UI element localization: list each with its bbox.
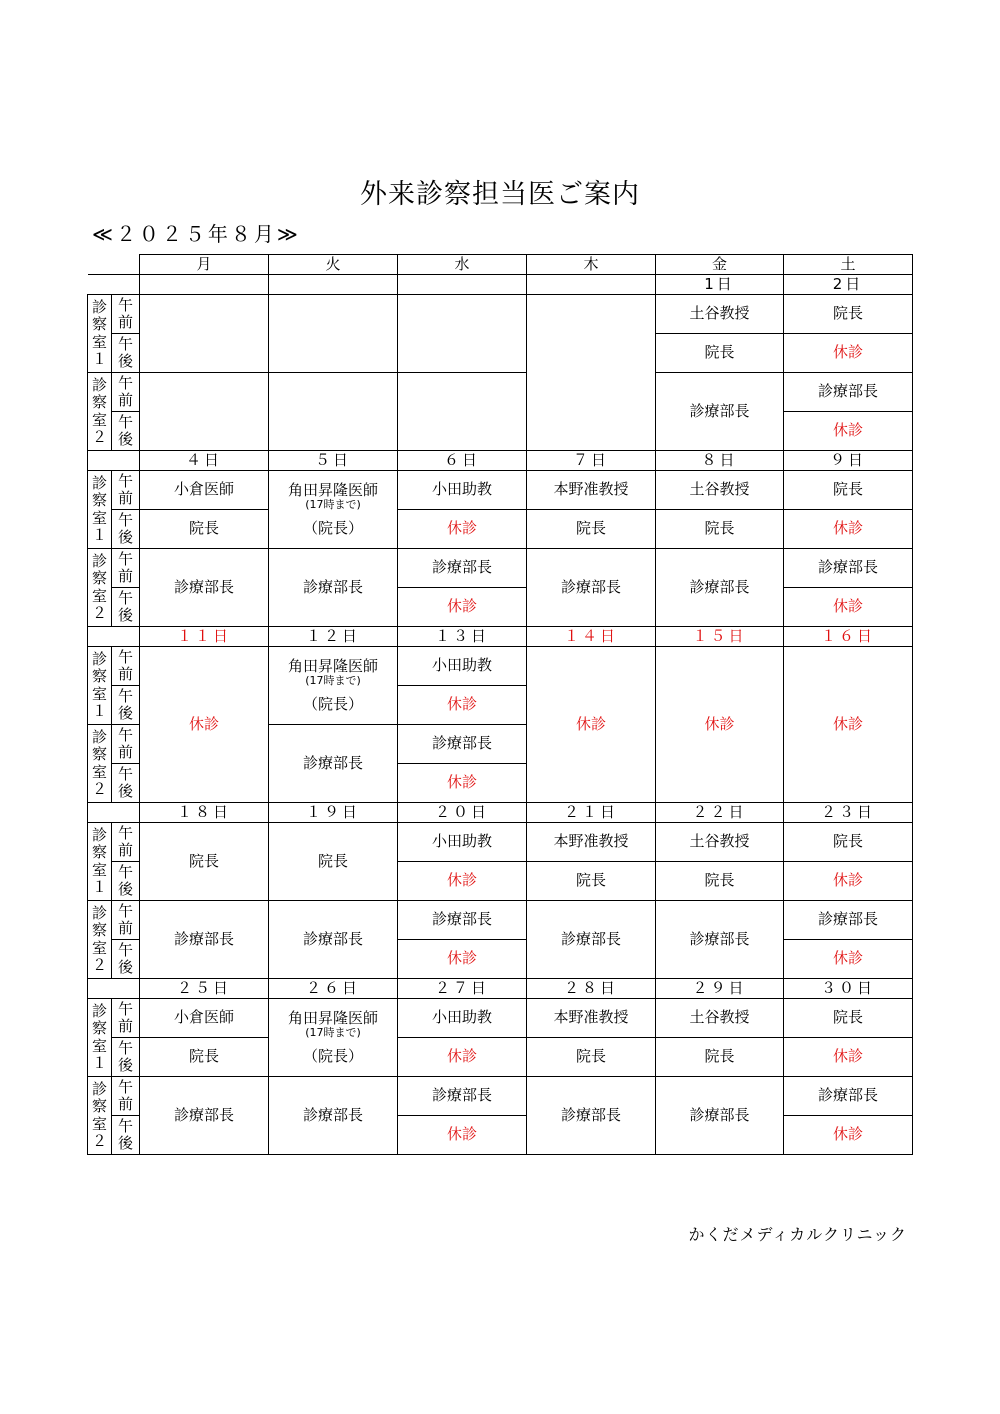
room2-am-row: [88, 901, 913, 940]
schedule-cell: 小倉医師: [140, 999, 269, 1038]
schedule-cell: [398, 373, 527, 451]
schedule-cell: 土谷教授: [656, 999, 784, 1038]
date-cell: ７日: [527, 451, 656, 471]
pm-label: 午 後: [112, 764, 140, 803]
pm-label: 午 後: [112, 1116, 140, 1155]
am-label: 午 前: [112, 647, 140, 686]
schedule-cell: 診療部長: [269, 725, 398, 803]
schedule-cell: 小田助教: [398, 999, 527, 1038]
room1-am-row: [88, 999, 913, 1038]
weekday-thu: 木: [527, 255, 656, 275]
room1-am-row: [88, 823, 913, 862]
time-note: (17時まで): [305, 1026, 361, 1040]
closed-cell: 休診: [527, 647, 656, 803]
date-cell: ２０日: [398, 803, 527, 823]
am-label: 午 前: [112, 901, 140, 940]
date-row: [88, 803, 913, 823]
weekday-wed: 水: [398, 255, 527, 275]
schedule-cell: 院長: [656, 862, 784, 901]
pm-label: 午 後: [112, 588, 140, 627]
date-cell: ２７日: [398, 979, 527, 999]
date-row: [88, 451, 913, 471]
am-label: 午 前: [112, 823, 140, 862]
schedule-cell: 院長: [527, 510, 656, 549]
room1-label: 診 察 室 １: [88, 295, 112, 373]
am-label: 午 前: [112, 725, 140, 764]
schedule-cell: [269, 999, 398, 1077]
closed-cell: 休診: [398, 940, 527, 979]
schedule-cell: 土谷教授: [656, 823, 784, 862]
schedule-cell: 診療部長: [398, 549, 527, 588]
schedule-cell: 院長: [527, 1038, 656, 1077]
date-cell: １３日: [398, 627, 527, 647]
schedule-cell: [269, 471, 398, 549]
date-cell: ２３日: [784, 803, 913, 823]
weekday-header-row: [88, 255, 913, 275]
date-cell: [140, 275, 269, 295]
clinic-name: かくだメディカルクリニック: [688, 1225, 907, 1244]
schedule-cell: [398, 295, 527, 373]
schedule-table: [87, 254, 913, 1155]
closed-cell: 休診: [784, 334, 913, 373]
schedule-cell: 診療部長: [784, 549, 913, 588]
date-cell: １６日: [784, 627, 913, 647]
date-cell: 2日: [784, 275, 913, 295]
closed-cell: 休診: [398, 588, 527, 627]
closed-cell: 休診: [398, 862, 527, 901]
schedule-cell: 診療部長: [656, 901, 784, 979]
room1-label: 診 察 室 １: [88, 823, 112, 901]
weekday-fri: 金: [656, 255, 784, 275]
room1-am-row: [88, 471, 913, 510]
date-cell: ２９日: [656, 979, 784, 999]
date-cell: [398, 275, 527, 295]
doctor-sub: （院長）: [302, 694, 363, 713]
closed-cell: 休診: [656, 647, 784, 803]
room2-label: 診 察 室 ２: [88, 549, 112, 627]
pm-label: 午 後: [112, 940, 140, 979]
doctor-name: 角田昇隆医師: [287, 1008, 378, 1027]
time-note: (17時まで): [305, 498, 361, 512]
schedule-cell: 院長: [656, 1038, 784, 1077]
pm-label: 午 後: [112, 510, 140, 549]
schedule-cell: 診療部長: [269, 549, 398, 627]
schedule-cell: 診療部長: [269, 1077, 398, 1155]
schedule-cell: 診療部長: [784, 1077, 913, 1116]
room2-am-row: [88, 373, 913, 412]
date-cell: ２５日: [140, 979, 269, 999]
closed-cell: 休診: [784, 1038, 913, 1077]
closed-cell: 休診: [784, 412, 913, 451]
closed-cell: 休診: [784, 1116, 913, 1155]
schedule-cell: [269, 295, 398, 373]
date-cell: 1日: [656, 275, 784, 295]
schedule-cell: [269, 373, 398, 451]
date-row: [88, 979, 913, 999]
date-cell: ３０日: [784, 979, 913, 999]
schedule-cell: [527, 295, 656, 451]
date-cell: ６日: [398, 451, 527, 471]
date-cell: １１日: [140, 627, 269, 647]
pm-label: 午 後: [112, 862, 140, 901]
schedule-cell: 診療部長: [398, 1077, 527, 1116]
room1-am-row: [88, 647, 913, 686]
schedule-cell: 診療部長: [398, 725, 527, 764]
room1-label: 診 察 室 １: [88, 471, 112, 549]
am-label: 午 前: [112, 549, 140, 588]
schedule-cell: 院長: [140, 823, 269, 901]
closed-cell: 休診: [784, 510, 913, 549]
date-cell: ８日: [656, 451, 784, 471]
closed-cell: 休診: [398, 1038, 527, 1077]
date-row: [88, 275, 913, 295]
schedule-cell: 診療部長: [527, 1077, 656, 1155]
schedule-cell: 小田助教: [398, 647, 527, 686]
schedule-cell: 診療部長: [140, 1077, 269, 1155]
schedule-cell: 院長: [784, 823, 913, 862]
am-label: 午 前: [112, 295, 140, 334]
month-label: ≪２０２５年８月≫: [92, 222, 301, 246]
time-note: (17時まで): [305, 674, 361, 688]
date-cell: [527, 275, 656, 295]
date-cell: ９日: [784, 451, 913, 471]
room2-am-row: [88, 1077, 913, 1116]
closed-cell: 休診: [398, 1116, 527, 1155]
schedule-cell: 院長: [656, 510, 784, 549]
doctor-name: 角田昇隆医師: [287, 656, 378, 675]
schedule-cell: 院長: [784, 471, 913, 510]
schedule-cell: 診療部長: [656, 1077, 784, 1155]
closed-cell: 休診: [784, 647, 913, 803]
page-title: 外来診察担当医ご案内: [360, 179, 640, 210]
schedule-cell: 診療部長: [140, 549, 269, 627]
pm-label: 午 後: [112, 334, 140, 373]
schedule-cell: 院長: [140, 510, 269, 549]
closed-cell: 休診: [784, 862, 913, 901]
doctor-sub: （院長）: [302, 1046, 363, 1065]
schedule-cell: 土谷教授: [656, 471, 784, 510]
room1-pm-row: [88, 1038, 913, 1077]
closed-cell: 休診: [398, 686, 527, 725]
weekday-sat: 土: [784, 255, 913, 275]
am-label: 午 前: [112, 999, 140, 1038]
room2-am-row: [88, 549, 913, 588]
schedule-cell: 診療部長: [140, 901, 269, 979]
schedule-cell: 院長: [269, 823, 398, 901]
date-cell: ２６日: [269, 979, 398, 999]
closed-cell: 休診: [784, 588, 913, 627]
schedule-cell: 本野准教授: [527, 471, 656, 510]
date-cell: ５日: [269, 451, 398, 471]
schedule-cell: 院長: [784, 999, 913, 1038]
schedule-cell: 院長: [140, 1038, 269, 1077]
closed-cell: 休診: [140, 647, 269, 803]
date-cell: ２１日: [527, 803, 656, 823]
weekday-mon: 月: [140, 255, 269, 275]
schedule-cell: 診療部長: [784, 373, 913, 412]
schedule-cell: 院長: [527, 862, 656, 901]
schedule-cell: 小田助教: [398, 823, 527, 862]
schedule-cell: 診療部長: [269, 901, 398, 979]
date-cell: １４日: [527, 627, 656, 647]
schedule-cell: 小倉医師: [140, 471, 269, 510]
room2-label: 診 察 室 ２: [88, 725, 112, 803]
schedule-cell: 院長: [784, 295, 913, 334]
am-label: 午 前: [112, 373, 140, 412]
date-cell: ２８日: [527, 979, 656, 999]
schedule-cell: 診療部長: [656, 373, 784, 451]
am-label: 午 前: [112, 1077, 140, 1116]
date-cell: ４日: [140, 451, 269, 471]
schedule-cell: 小田助教: [398, 471, 527, 510]
date-cell: １８日: [140, 803, 269, 823]
room1-label: 診 察 室 １: [88, 999, 112, 1077]
pm-label: 午 後: [112, 686, 140, 725]
doctor-sub: （院長）: [302, 518, 363, 537]
schedule-cell: [140, 295, 269, 373]
schedule-cell: 土谷教授: [656, 295, 784, 334]
date-cell: ２２日: [656, 803, 784, 823]
schedule-cell: 診療部長: [527, 549, 656, 627]
schedule-cell: 院長: [656, 334, 784, 373]
schedule-cell: 診療部長: [527, 901, 656, 979]
weekday-tue: 火: [269, 255, 398, 275]
room1-pm-row: [88, 510, 913, 549]
date-cell: １９日: [269, 803, 398, 823]
room2-label: 診 察 室 ２: [88, 901, 112, 979]
am-label: 午 前: [112, 471, 140, 510]
room1-label: 診 察 室 １: [88, 647, 112, 725]
room1-am-row: [88, 295, 913, 334]
closed-cell: 休診: [398, 764, 527, 803]
date-cell: [269, 275, 398, 295]
closed-cell: 休診: [784, 940, 913, 979]
schedule-cell: [140, 373, 269, 451]
room2-label: 診 察 室 ２: [88, 373, 112, 451]
schedule-cell: 診療部長: [656, 549, 784, 627]
date-cell: １５日: [656, 627, 784, 647]
date-row: [88, 627, 913, 647]
date-cell: １２日: [269, 627, 398, 647]
schedule-cell: 診療部長: [398, 901, 527, 940]
closed-cell: 休診: [398, 510, 527, 549]
pm-label: 午 後: [112, 1038, 140, 1077]
schedule-cell: 本野准教授: [527, 999, 656, 1038]
schedule-cell: 本野准教授: [527, 823, 656, 862]
schedule-cell: [269, 647, 398, 725]
schedule-cell: 診療部長: [784, 901, 913, 940]
doctor-name: 角田昇隆医師: [287, 480, 378, 499]
room2-label: 診 察 室 ２: [88, 1077, 112, 1155]
pm-label: 午 後: [112, 412, 140, 451]
